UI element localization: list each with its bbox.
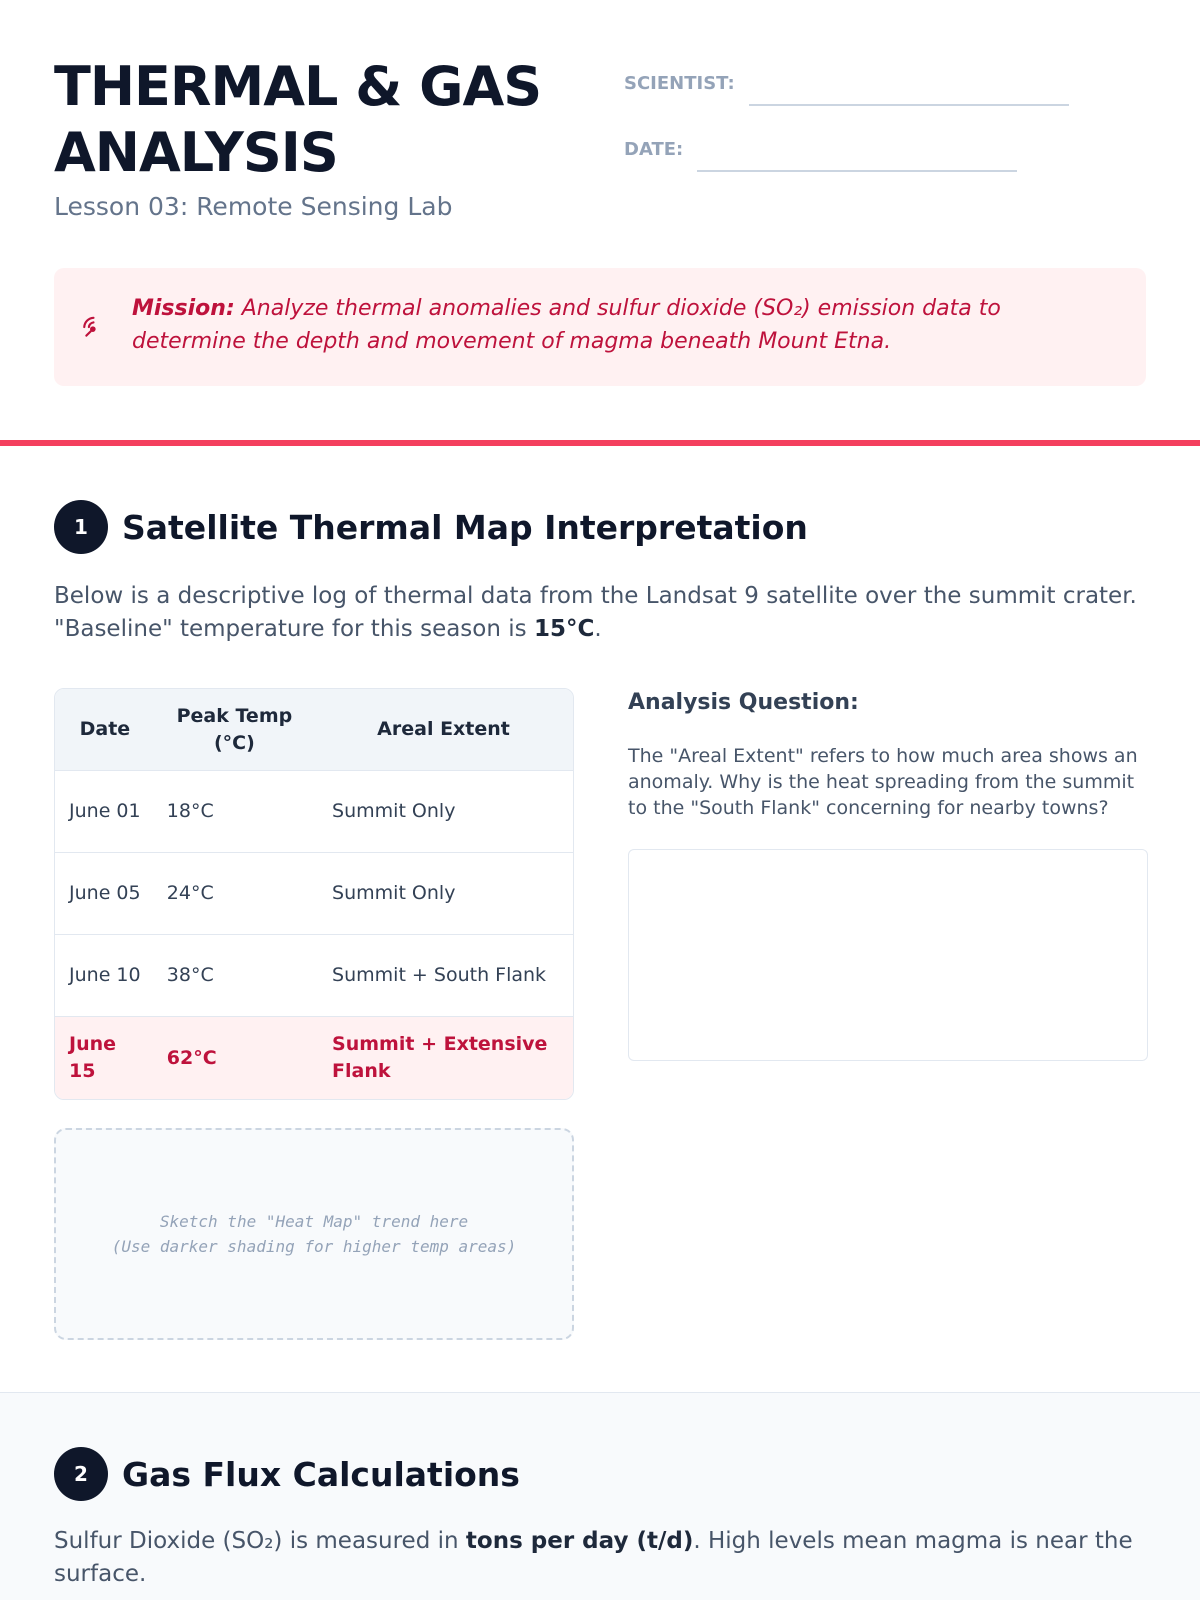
answer-box[interactable] xyxy=(628,849,1148,1061)
mission-body: Analyze thermal anomalies and sulfur dioxide (SO₂) emission data to determine the depth and movement of magma beneath Mount Etna. xyxy=(132,296,1001,354)
sketch-hint: (Use darker shading for higher temp areas) xyxy=(111,1237,517,1256)
scientist-row xyxy=(624,64,1124,106)
cell-extent: Summit Only xyxy=(314,771,573,853)
cell-temp: 62°C xyxy=(155,1017,314,1099)
section-1-columns xyxy=(54,688,1146,1340)
satellite-dish-icon xyxy=(82,314,108,340)
section-number-badge: 2 xyxy=(54,1447,108,1501)
cell-temp: 24°C xyxy=(155,853,314,935)
baseline-temp: 15°C xyxy=(533,616,595,642)
section-intro xyxy=(54,580,1146,646)
section-intro xyxy=(54,1525,1146,1591)
cell-extent: Summit Only xyxy=(314,853,573,935)
data-column xyxy=(54,688,574,1340)
worksheet-header xyxy=(0,0,1200,440)
cell-date: June 15 xyxy=(55,1017,155,1099)
mission-label: Mission: xyxy=(132,296,235,321)
section-2-heading xyxy=(54,1447,1146,1501)
table-row xyxy=(55,853,573,935)
section-title: Satellite Thermal Map Interpretation xyxy=(122,507,808,547)
analysis-question-text: The "Areal Extent" refers to how much area shows an anomaly. Why is the heat spreading from the summit to the "South Flank" concerning for nearby towns? xyxy=(628,745,1138,819)
mission-text xyxy=(132,292,1112,358)
heat-map-sketch-area[interactable] xyxy=(54,1128,574,1340)
table-row xyxy=(55,771,573,853)
table-header-row xyxy=(55,689,573,771)
lesson-subtitle: Lesson 03: Remote Sensing Lab xyxy=(54,192,453,221)
cell-temp: 18°C xyxy=(155,771,314,853)
section-thermal-map xyxy=(0,446,1200,1392)
scientist-label: SCIENTIST: xyxy=(624,73,735,94)
cell-date: June 10 xyxy=(55,935,155,1017)
column-header-areal-extent: Areal Extent xyxy=(314,689,573,771)
intro-text: Sulfur Dioxide (SO₂) is measured in xyxy=(54,1528,466,1554)
unit-text: tons per day (t/d) xyxy=(465,1528,694,1554)
sketch-instruction: Sketch the "Heat Map" trend here xyxy=(159,1212,469,1231)
intro-text: Below is a descriptive log of thermal data from the Landsat 9 satellite over the summit crater. "Baseline" temperature for this season is xyxy=(54,583,1137,642)
date-row xyxy=(624,130,1124,172)
section-gas-flux xyxy=(0,1392,1200,1600)
scientist-field[interactable] xyxy=(749,64,1069,106)
date-label: DATE: xyxy=(624,139,684,160)
cell-temp: 38°C xyxy=(155,935,314,1017)
cell-date: June 05 xyxy=(55,853,155,935)
column-header-peak-temp: Peak Temp (°C) xyxy=(155,689,314,771)
table-row xyxy=(55,935,573,1017)
column-header-date: Date xyxy=(55,689,155,771)
thermal-data-table xyxy=(54,688,574,1100)
mission-callout xyxy=(54,268,1146,386)
question-column xyxy=(628,688,1148,1340)
section-number-badge: 1 xyxy=(54,500,108,554)
analysis-question-title: Analysis Question: xyxy=(628,690,859,715)
cell-date: June 01 xyxy=(55,771,155,853)
cell-extent: Summit + South Flank xyxy=(314,935,573,1017)
meta-fields xyxy=(624,64,1124,196)
table-row-highlighted xyxy=(55,1017,573,1099)
cell-extent: Summit + Extensive Flank xyxy=(314,1017,573,1099)
section-1-heading xyxy=(54,500,1146,554)
section-title: Gas Flux Calculations xyxy=(122,1454,520,1494)
intro-end: . High levels mean magma is near the surface. xyxy=(54,1528,1133,1587)
page-title: THERMAL & GAS ANALYSIS xyxy=(54,55,542,184)
date-field[interactable] xyxy=(697,130,1017,172)
intro-end: . xyxy=(594,616,602,642)
